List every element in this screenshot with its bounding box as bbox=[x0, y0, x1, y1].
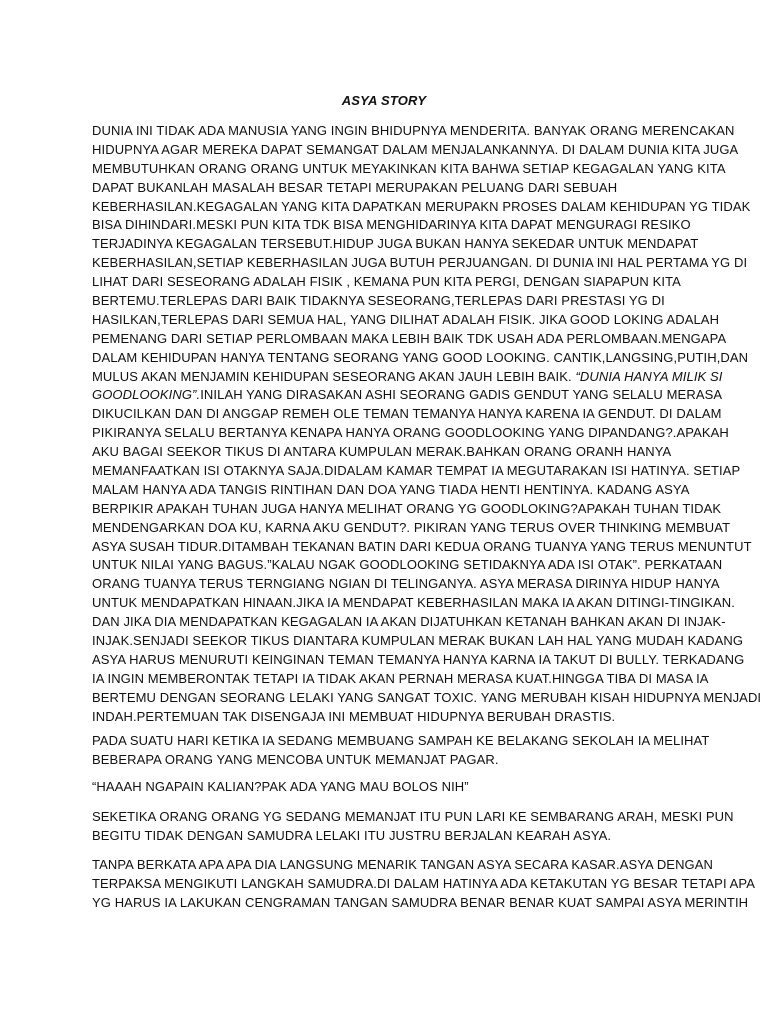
text-line: HIDUPNYA AGAR MEREKA DAPAT SEMANGAT DALAM MENJALANKANNYA. DI DALAM DUNIA KITA JUGA bbox=[92, 141, 739, 157]
text-line: AKU BAGAI SEEKOR TIKUS DI ANTARA KUMPULAN MERAK.BAHKAN ORANG ORANH HANYA bbox=[92, 444, 672, 460]
text-line: DAPAT BUKANLAH MASALAH BESAR TETAPI MERUPAKAN PELUANG DARI SEBUAH bbox=[92, 179, 618, 195]
text-line: DAN JIKA DIA MENDAPATKAN KEGAGALAN IA AKAN DIJATUHKAN KETANAH BAHKAN AKAN DI INJAK- bbox=[92, 614, 726, 630]
text-line: DUNIA INI TIDAK ADA MANUSIA YANG INGIN BHIDUPNYA MENDERITA. BANYAK ORANG MERENCAKAN bbox=[92, 123, 735, 138]
text-line: PIKIRANYA SELALU BERTANYA KENAPA HANYA ORANG GOODLOOKING YANG DIPANDANG?.APAKAH bbox=[92, 425, 729, 441]
text-line: HASILKAN,TERLEPAS DARI SEMUA HAL, YANG DILIHAT ADALAH FISIK. JIKA GOOD LOKING ADALAH bbox=[92, 311, 720, 327]
text-line: BERPIKIR APAKAH TUHAN JUGA HANYA MELIHAT ORANG YG GOODLOKING?APAKAH TUHAN TIDAK bbox=[92, 500, 722, 516]
text-line: BERTEMU.TERLEPAS DARI BAIK TIDAKNYA SESEORANG,TERLEPAS DARI PRESTASI YG DI bbox=[92, 293, 665, 309]
text-line: DALAM KEHIDUPAN HANYA TENTANG SEORANG YANG GOOD LOOKING. CANTIK,LANGSING,PUTIH,DAN bbox=[92, 349, 749, 365]
text-line: BEGITU TIDAK DENGAN SAMUDRA LELAKI ITU JUSTRU BERJALAN KEARAH ASYA. bbox=[92, 827, 612, 843]
text-line: BEBERAPA ORANG YANG MENCOBA UNTUK MEMANJAT PAGAR. bbox=[92, 751, 499, 767]
text-line: MALAM HANYA ADA TANGIS RINTIHAN DAN DOA YANG TIADA HENTI HENTINYA. KADANG ASYA bbox=[92, 481, 690, 497]
text-line: TERPAKSA MENGIKUTI LANGKAH SAMUDRA.DI DALAM HATINYA ADA KETAKUTAN YG BESAR TETAPI APA bbox=[92, 875, 755, 891]
text-line: TANPA BERKATA APA APA DIA LANGSUNG MENARIK TANGAN ASYA SECARA KASAR.ASYA DENGAN bbox=[92, 857, 714, 872]
text-line: PADA SUATU HARI KETIKA IA SEDANG MEMBUANG SAMPAH KE BELAKANG SEKOLAH IA MELIHAT bbox=[92, 733, 710, 748]
text-line: MEMANFAATKAN ISI OTAKNYA SAJA.DIDALAM KAMAR TEMPAT IA MEGUTARAKAN ISI HATINYA. SETIAP bbox=[92, 463, 741, 479]
text-line: UNTUK NILAI YANG BAGUS.”KALAU NGAK GOODLOOKING SETIDAKNYA ADA ISI OTAK”. PERKATAAN bbox=[92, 557, 723, 573]
text-line: INDAH.PERTEMUAN TAK DISENGAJA INI MEMBUAT HIDUPNYA BERUBAH DRASTIS. bbox=[92, 708, 616, 724]
text-line bbox=[92, 386, 761, 405]
text-line: UNTUK MENDAPATKAN HINAAN.JIKA IA MENDAPAT KEBERHASILAN MAKA IA AKAN DITINGI-TINGIKAN. bbox=[92, 595, 735, 611]
paragraph-1 bbox=[92, 122, 761, 727]
text-line: YG HARUS IA LAKUKAN CENGRAMAN TANGAN SAMUDRA BENAR BENAR KUAT SAMPAI ASYA MERINTIH bbox=[92, 894, 749, 910]
document-title: ASYA STORY bbox=[341, 93, 427, 108]
text-line: IA INGIN MEMBERONTAK TETAPI IA TIDAK AKAN PERNAH MERASA KUAT.HINGGA TIBA DI MASA IA bbox=[92, 670, 709, 686]
text-line: ASYA HARUS MENURUTI KEINGINAN TEMAN TEMANYA HANYA KARNA IA TAKUT DI BULLY. TERKADANG bbox=[92, 651, 745, 667]
text-line: DIKUCILKAN DAN DI ANGGAP REMEH OLE TEMAN TEMANYA HANYA KARENA IA GENDUT. DI DALAM bbox=[92, 406, 722, 422]
text-run: MULUS AKAN MENJAMIN KEHIDUPAN SESEORANG AKAN JAUH LEBIH BAIK. bbox=[92, 368, 576, 384]
text-line bbox=[92, 368, 761, 387]
text-line: MENDENGARKAN DOA KU, KARNA AKU GENDUT?. PIKIRAN YANG TERUS OVER THINKING MEMBUAT bbox=[92, 519, 731, 535]
paragraph-4 bbox=[92, 808, 734, 846]
text-line: KEBERHASILAN,SETIAP KEBERHASILAN JUGA BUTUH PERJUANGAN. DI DUNIA INI HAL PERTAMA YG DI bbox=[92, 255, 748, 271]
text-line: LIHAT DARI SESEORANG ADALAH FISIK , KEMANA PUN KITA PERGI, DENGAN SIAPAPUN KITA bbox=[92, 274, 681, 290]
text-line: BISA DIHINDARI.MESKI PUN KITA TDK BISA MENGHIDARINYA KITA DAPAT MENGURAGI RESIKO bbox=[92, 217, 691, 233]
text-line: SEKETIKA ORANG ORANG YG SEDANG MEMANJAT ITU PUN LARI KE SEMBARANG ARAH, MESKI PUN bbox=[92, 809, 734, 824]
text-run: INILAH YANG DIRASAKAN ASHI SEORANG GADIS GENDUT YANG SELALU MERASA bbox=[200, 387, 723, 403]
italic-quote: “DUNIA HANYA MILIK SI bbox=[575, 368, 723, 384]
paragraph-3 bbox=[92, 778, 469, 797]
text-line: ORANG TUANYA TERUS TERNGIANG NGIAN DI TELINGANYA. ASYA MERASA DIRINYA HIDUP HANYA bbox=[92, 576, 720, 592]
text-line: PEMENANG DARI SETIAP PERLOMBAAN MAKA LEBIH BAIK TDK USAH ADA PERLOMBAAN.MENGAPA bbox=[92, 330, 727, 346]
text-line: TERJADINYA KEGAGALAN TERSEBUT.HIDUP JUGA BUKAN HANYA SEKEDAR UNTUK MENDAPAT bbox=[92, 236, 699, 252]
text-line: BERTEMU DENGAN SEORANG LELAKI YANG SANGAT TOXIC. YANG MERUBAH KISAH HIDUPNYA MENJADI bbox=[92, 689, 762, 705]
paragraph-5 bbox=[92, 856, 755, 913]
text-line: ASYA SUSAH TIDUR.DITAMBAH TEKANAN BATIN DARI KEDUA ORANG TUANYA YANG TERUS MENUNTUT bbox=[92, 538, 752, 554]
text-line: INJAK.SENJADI SEEKOR TIKUS DIANTARA KUMPULAN MERAK BUKAN LAH HAL YANG MUDAH KADANG bbox=[92, 633, 744, 649]
text-line: MEMBUTUHKAN ORANG ORANG UNTUK MEYAKINKAN KITA BAHWA SETIAP KEGAGALAN YANG KITA bbox=[92, 160, 726, 176]
paragraph-2 bbox=[92, 732, 709, 770]
italic-quote: GOODLOOKING”. bbox=[92, 387, 201, 403]
text-line: “HAAAH NGAPAIN KALIAN?PAK ADA YANG MAU BOLOS NIH” bbox=[92, 779, 469, 794]
text-line: KEBERHASILAN.KEGAGALAN YANG KITA DAPATKAN MERUPAKN PROSES DALAM KEHIDUPAN YG TIDAK bbox=[92, 198, 751, 214]
